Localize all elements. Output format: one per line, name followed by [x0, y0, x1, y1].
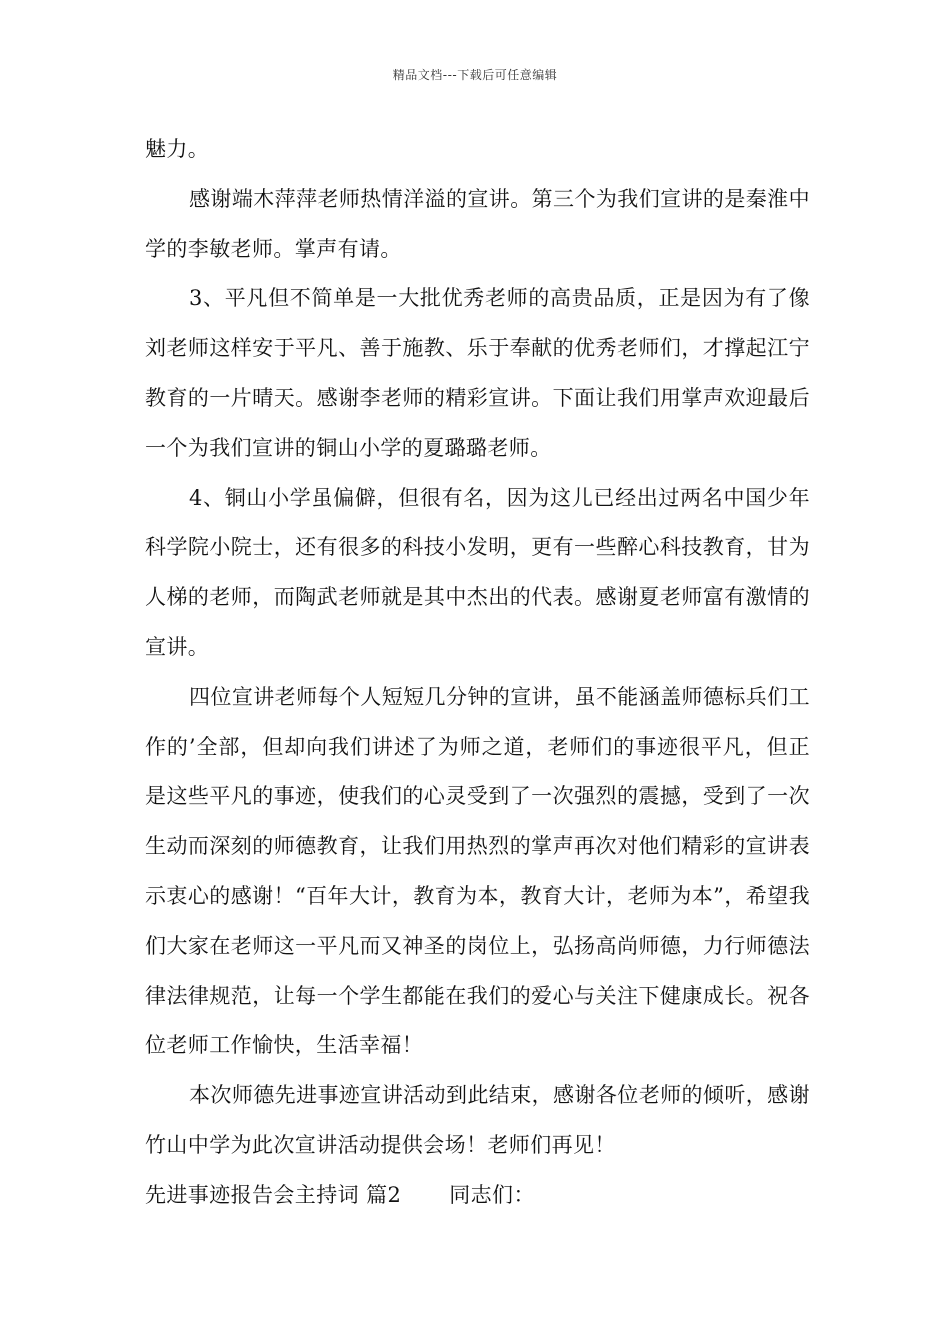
- paragraph-5: 四位宣讲老师每个人短短几分钟的宣讲，虽不能涵盖师德标兵们工作的’全部，但却向我们讲述了为师之道，老师们的事迹很平凡，但正是这些平凡的事迹，使我们的心灵受到了一次强烈的震撼，受到了一次生动而深刻的师德教育，让我们用热烈的掌声再次对他们精彩的宣讲表示衷心的感谢！“百年大计，教育为本，教育大计，老师为本”，希望我们大家在老师这一平凡而又神圣的岗位上，弘扬高尚师德，力行师德法律法律规范，让每一个学生都能在我们的爱心与关注下健康成长。祝各位老师工作愉快，生活幸福！: [145, 684, 810, 1058]
- paragraph-3: 3、平凡但不简单是一大批优秀老师的高贵品质，正是因为有了像刘老师这样安于平凡、善于施教、乐于奉献的优秀老师们，才撑起江宁教育的一片晴天。感谢李老师的精彩宣讲。下面让我们用掌声欢迎最后一个为我们宣讲的铜山小学的夏璐璐老师。: [145, 286, 810, 460]
- section-title-line: [145, 1171, 810, 1221]
- document-body: [145, 125, 810, 1221]
- paragraph-1: 魅力。: [145, 137, 210, 161]
- page-header: 精品文档---下载后可任意编辑: [392, 68, 558, 82]
- salutation: 同志们：: [449, 1182, 535, 1207]
- paragraph-4: 4、铜山小学虽偏僻，但很有名，因为这儿已经出过两名中国少年科学院小院士，还有很多的科技小发明，更有一些醉心科技教育，甘为人梯的老师，而陶武老师就是其中杰出的代表。感谢夏老师富有激情的宣讲。: [145, 485, 810, 659]
- paragraph-2: 感谢端木萍萍老师热情洋溢的宣讲。第三个为我们宣讲的是秦淮中学的李敏老师。掌声有请。: [145, 186, 810, 261]
- section-title: 先进事迹报告会主持词 篇2: [145, 1182, 402, 1207]
- paragraph-6: 本次师德先进事迹宣讲活动到此结束，感谢各位老师的倾听，感谢竹山中学为此次宣讲活动提供会场！老师们再见！: [145, 1083, 810, 1157]
